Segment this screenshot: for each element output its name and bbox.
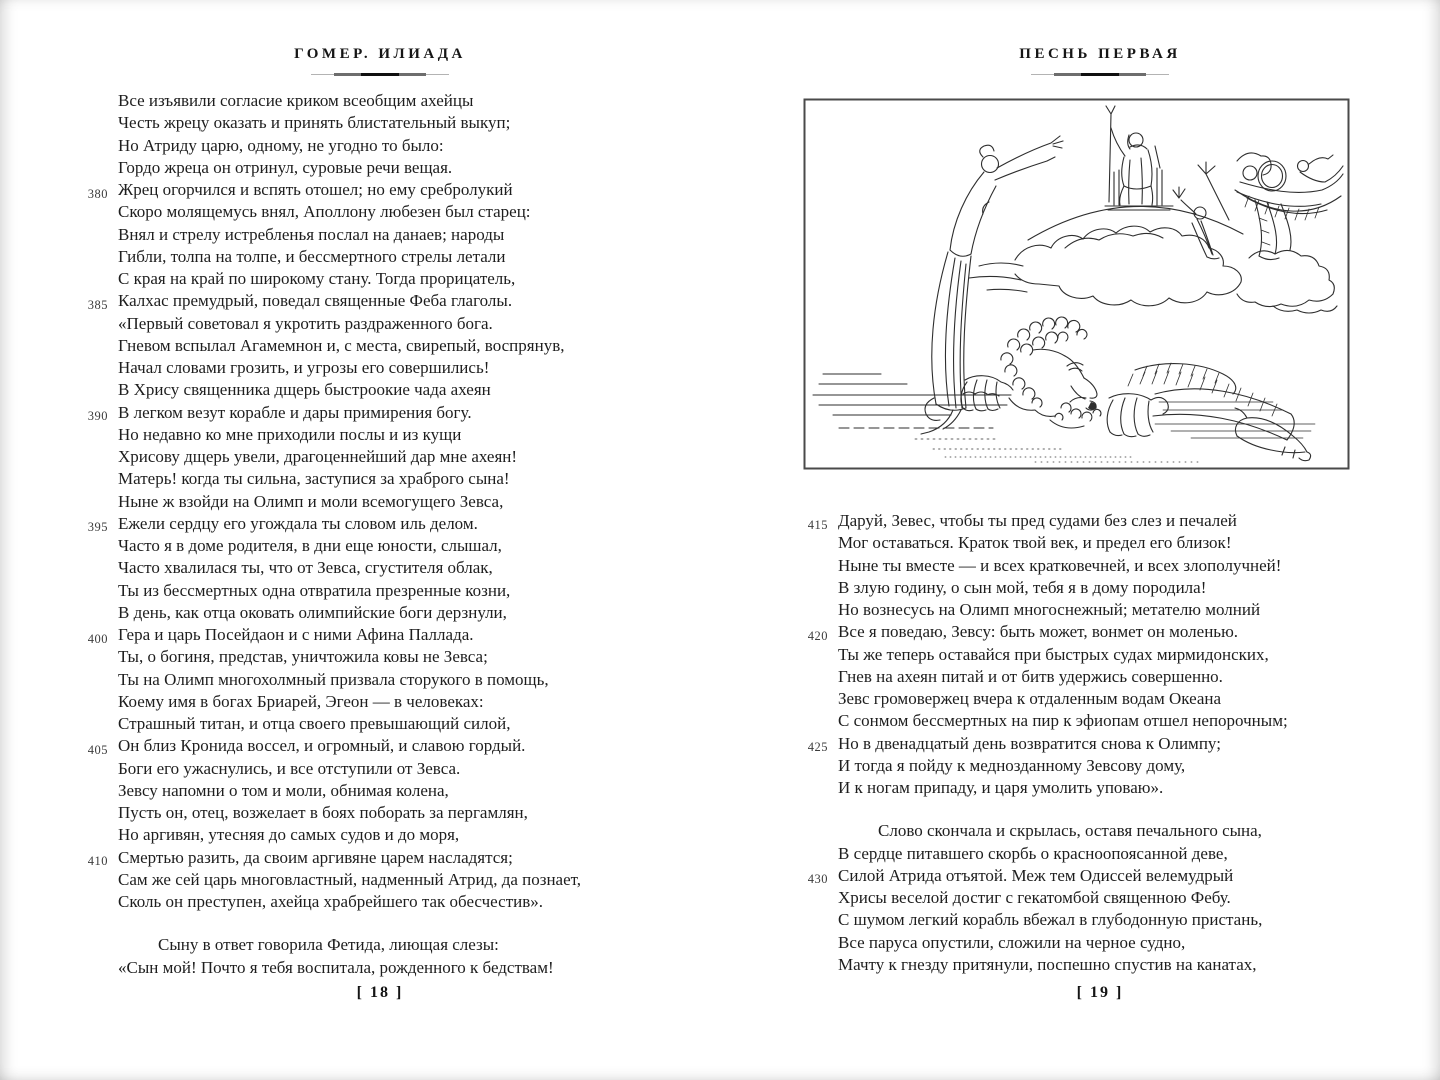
poem-line-text: Коему имя в богах Бриарей, Эгеон — в человеках: — [118, 691, 484, 711]
poem-line — [838, 532, 1368, 554]
poem-line-text: Сам же сей царь многовластный, надменный Атрид, да познает, — [118, 869, 582, 889]
verse-number: 420 — [807, 628, 828, 643]
poem-line — [87, 847, 648, 869]
poem-line — [838, 599, 1368, 621]
poem-line-text: Даруй, Зевес, чтобы ты пред судами без слез и печалей — [838, 511, 1237, 530]
poem-line-text: Силой Атрида отъятой. Меж тем Одиссей велемудрый — [838, 865, 1234, 885]
poem-line — [118, 780, 648, 802]
stanza — [87, 90, 648, 913]
verse-number: 425 — [807, 740, 828, 754]
poem-line-text: Но недавно ко мне приходили послы и из кущи — [118, 424, 462, 444]
poem-line — [807, 865, 1368, 887]
poem-line — [807, 510, 1368, 532]
poem-line-text: Честь жрецу оказать и принять блистательный выкуп; — [118, 113, 511, 133]
poem-line — [87, 624, 648, 646]
poem-line-text: В Хрису священника дщерь быстроокие чада ахеян — [118, 380, 491, 400]
poem-line — [838, 577, 1368, 599]
poem-line-text: С шумом легкий корабль вбежал в глубодонную пристань, — [838, 910, 1263, 930]
poem-line-text: «Первый советовал я укротить раздраженного бога. — [118, 313, 493, 333]
running-head-title: ГОМЕР. ИЛИАДА — [294, 46, 466, 62]
poem-line-text: Но в двенадцатый день возвратится снова к Олимпу; — [838, 733, 1221, 753]
poem-line-text: Ежели сердцу его угождала ты словом иль делом. — [118, 513, 478, 533]
running-head-title: ПЕСНЬ ПЕРВАЯ — [1019, 46, 1181, 62]
verse-number: 395 — [87, 520, 108, 535]
poem-line — [118, 802, 648, 824]
poem-line — [118, 335, 648, 357]
poem-line-text: В легком везут корабле и дары примирения богу. — [118, 402, 472, 422]
poem-line-text: Матерь! когда ты сильна, заступися за храброго сына! — [118, 469, 510, 489]
stanza — [807, 820, 1368, 976]
page-number-left: [ 18 ] — [356, 984, 404, 1001]
poem-line — [118, 557, 648, 579]
poem-line-text: Пусть он, отец, возжелает в боях поборать за пергамлян, — [118, 803, 528, 822]
poem-line-text: Ты из бессмертных одна отвратила презренные козни, — [118, 580, 511, 600]
verse-number: 380 — [87, 186, 108, 201]
poem-line — [118, 824, 648, 846]
poem-line — [118, 424, 648, 446]
poem-line — [118, 446, 648, 468]
poem-line-text: Гордо жреца он отринул, суровые речи вещая. — [118, 157, 453, 177]
poem-line-text: Смертью разить, да своим аргивяне царем насладятся; — [118, 847, 513, 867]
poem-line — [838, 954, 1368, 976]
poem-line — [118, 246, 648, 268]
poem-line — [838, 688, 1368, 710]
poem-line-text: Часто хвалилася ты, что от Зевса, сгустителя облак, — [118, 558, 493, 578]
poem-line — [807, 621, 1368, 643]
poem-line-text: С сонмом бессмертных на пир к эфиопам отшел непорочным; — [838, 711, 1288, 731]
poem-line — [118, 224, 648, 246]
running-head-right — [838, 46, 1362, 76]
verse-number: 430 — [807, 872, 828, 887]
poem-line — [118, 268, 648, 290]
poem-line — [118, 580, 648, 602]
poem-line — [118, 934, 648, 956]
poem-line-text: «Сын мой! Почто я тебя воспитала, рожденного к бедствам! — [118, 957, 554, 977]
poem-line-text: И к ногам припаду, и царя умолить уповаю». — [838, 778, 1164, 797]
poem-line-text: Часто я в доме родителя, в дни еще юности, слышал, — [118, 536, 502, 555]
poem-line-text: Внял и стрелу истребленья послал на данаев; народы — [118, 224, 505, 244]
poem-line-text: Сыну в ответ говорила Фетида, лиющая слезы: — [158, 935, 499, 955]
poem-line-text: Ты, о богиня, представ, уничтожила ковы не Зевса; — [118, 647, 488, 667]
poem-line-text: Слово скончала и скрылась, оставя печального сына, — [878, 821, 1262, 841]
poem-line — [87, 402, 648, 424]
page-number-right: [ 19 ] — [1076, 984, 1124, 1001]
poem-line-text: Гнев на ахеян питай и от битв удержись совершенно. — [838, 666, 1223, 686]
decorative-rule — [1031, 73, 1169, 76]
decorative-rule — [311, 73, 449, 76]
verse-number: 390 — [87, 409, 108, 423]
poem-line — [118, 891, 648, 913]
poem-line-text: В злую годину, о сын мой, тебя я в дому породила! — [838, 577, 1207, 597]
poem-line — [118, 379, 648, 401]
poem-line-text: Гибли, толпа на толпе, и бессмертного стрелы летали — [118, 246, 506, 266]
poem-line — [118, 201, 648, 223]
poem-line — [838, 555, 1368, 577]
poem-line — [807, 733, 1368, 755]
poem-line-text: Скоро молящемусь внял, Аполлону любезен был старец: — [118, 202, 531, 222]
poem-line-text: Боги его ужаснулись, и все отступили от Зевса. — [118, 758, 461, 778]
verse-number: 410 — [87, 854, 108, 868]
poem-line — [87, 513, 648, 535]
poem-line — [118, 357, 648, 379]
running-head-left — [118, 46, 642, 76]
verse-number: 415 — [807, 517, 828, 532]
poem-line-text: Ныне ты вместе — и всех кратковечней, и всех злополучней! — [838, 555, 1282, 575]
poem-line-text: Ты на Олимп многохолмный призвала сторукого в помощь, — [118, 669, 549, 689]
poem-line-text: Зевсу напомни о том и моли, обнимая колена, — [118, 780, 449, 800]
poem-line — [838, 710, 1368, 732]
poem-line — [838, 820, 1368, 842]
poem-line — [87, 290, 648, 312]
poem-line — [118, 535, 648, 557]
illustration-thetis-zeus-engraving — [803, 98, 1350, 470]
page-right — [720, 0, 1440, 1080]
poem-line-text: Мог оставаться. Краток твой век, и предел его близок! — [838, 533, 1232, 553]
poem-line — [118, 691, 648, 713]
poem-line-text: Хрисы веселой достиг с гекатомбой священною Фебу. — [838, 888, 1231, 907]
poem-line — [118, 602, 648, 624]
verse-number: 405 — [87, 742, 108, 757]
poem-line-text: Ты же теперь оставайся при быстрых судах мирмидонских, — [838, 644, 1269, 664]
poem-line-text: Но аргивян, утесняя до самых судов и до моря, — [118, 825, 460, 845]
poem-line-text: Все изъявили согласие криком всеобщим ахейцы — [118, 91, 474, 110]
poem-line — [838, 909, 1368, 931]
poem-line — [87, 735, 648, 757]
poem-line-text: Калхас премудрый, поведал священные Феба глаголы. — [118, 291, 513, 311]
poem-line-text: Жрец огорчился и вспять отошел; но ему сребролукий — [118, 180, 513, 199]
poem-line-text: И тогда я пойду к меднозданному Зевсову дому, — [838, 755, 1186, 775]
stanza — [118, 934, 648, 979]
poem-line — [838, 887, 1368, 909]
poem-line-text: В день, как отца оковать олимпийские боги дерзнули, — [118, 602, 507, 622]
poem-line — [838, 644, 1368, 666]
poem-line-text: Начал словами грозить, и угрозы его совершились! — [118, 358, 490, 377]
poem-line-text: Все я поведаю, Зевсу: быть может, вонмет он моленью. — [838, 622, 1239, 642]
poem-line — [118, 468, 648, 490]
poem-line — [118, 112, 648, 134]
poem-line-text: Гера и царь Посейдаон и с ними Афина Паллада. — [118, 625, 474, 644]
poem-line — [118, 713, 648, 735]
poem-line — [118, 313, 648, 335]
poem-line — [118, 957, 648, 979]
poem-line — [838, 666, 1368, 688]
verse-number: 385 — [87, 297, 108, 312]
poem-column-right — [807, 510, 1368, 976]
poem-line — [118, 646, 648, 668]
verse-number: 400 — [87, 631, 108, 646]
poem-line-text: С края на край по широкому стану. Тогда прорицатель, — [118, 269, 516, 288]
poem-line — [838, 777, 1368, 799]
poem-line-text: Но вознесусь на Олимп многоснежный; метателю молний — [838, 600, 1261, 619]
poem-line — [118, 90, 648, 112]
poem-line — [118, 758, 648, 780]
stanza — [807, 510, 1368, 799]
poem-line — [118, 157, 648, 179]
poem-column-left — [87, 90, 648, 979]
poem-line-text: Но Атриду царю, одному, не угодно то было: — [118, 135, 444, 155]
poem-line-text: Страшный титан, и отца своего превышающий силой, — [118, 714, 511, 733]
poem-line-text: Все паруса опустили, сложили на черное судно, — [838, 932, 1186, 952]
poem-line-text: Хрисову дщерь увели, драгоценнейший дар мне ахеян! — [118, 447, 518, 466]
poem-line-text: Мачту к гнезду притянули, поспешно спустив на канатах, — [838, 954, 1257, 974]
poem-line-text: Зевс громовержец вчера к отдаленным водам Океана — [838, 689, 1222, 708]
poem-line-text: Он близ Кронида воссел, и огромный, и славою гордый. — [118, 736, 526, 756]
poem-line-text: В сердце питавшего скорбь о красноопоясанной деве, — [838, 843, 1228, 863]
poem-line — [838, 755, 1368, 777]
poem-line-text: Ныне ж взойди на Олимп и моли всемогущего Зевса, — [118, 491, 504, 511]
poem-line-text: Гневом вспылал Агамемнон и, с места, свирепый, воспрянув, — [118, 335, 565, 355]
poem-line — [118, 491, 648, 513]
poem-line — [838, 932, 1368, 954]
poem-line-text: Сколь он преступен, ахейца храбрейшего так обесчестив». — [118, 892, 543, 911]
poem-line — [118, 869, 648, 891]
poem-line — [118, 669, 648, 691]
poem-line — [118, 135, 648, 157]
poem-line — [87, 179, 648, 201]
poem-line — [838, 843, 1368, 865]
